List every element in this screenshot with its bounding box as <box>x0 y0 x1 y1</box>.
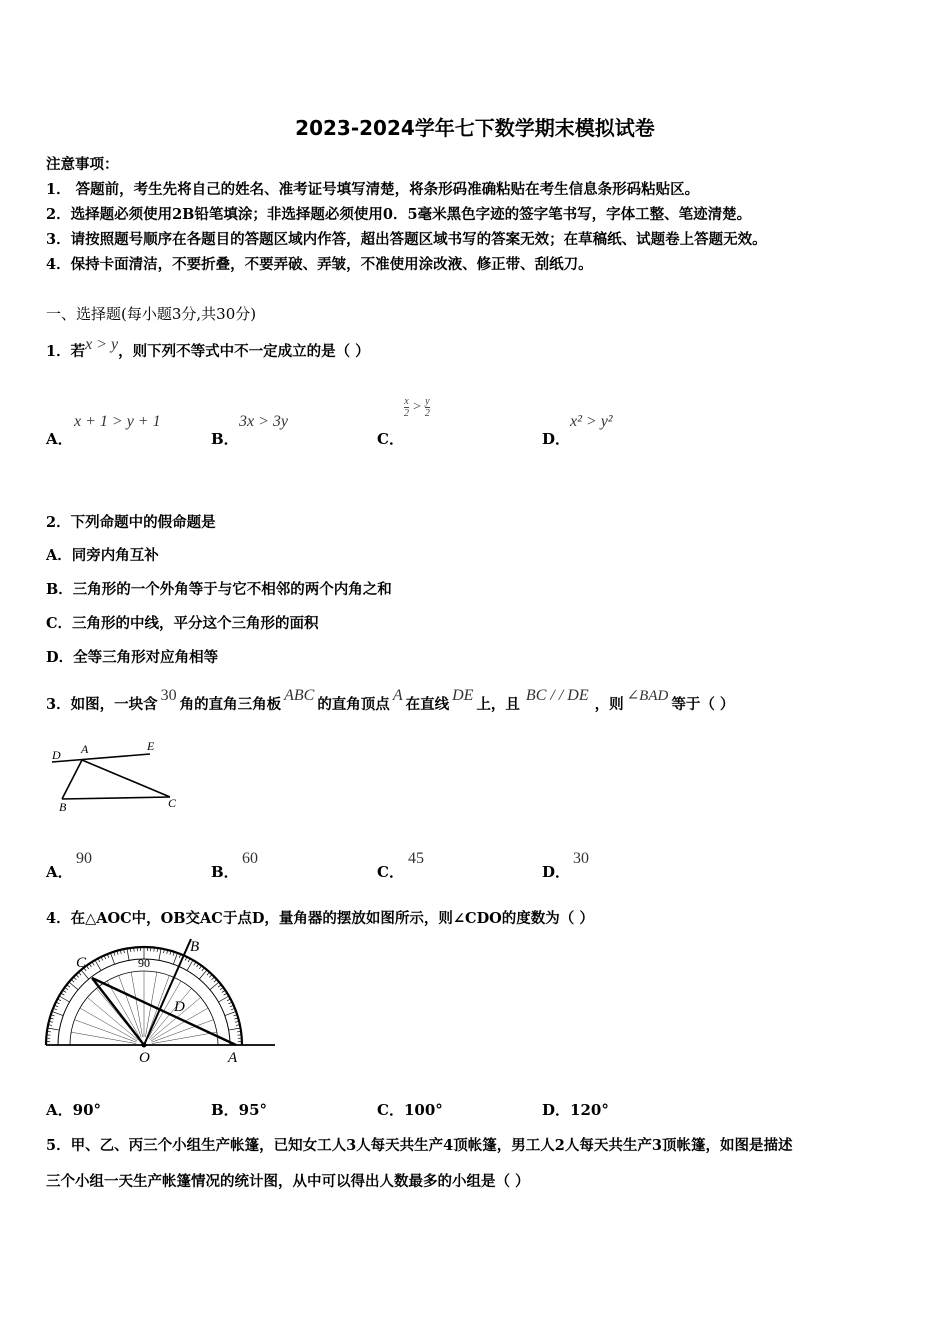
line-de <box>52 754 150 762</box>
question-5-line-1: 5．甲、乙、丙三个小组生产帐篷，已知女工人3人每天共生产4顶帐篷，男工人2人每天共生产3顶帐篷，如图是描述 <box>46 1137 793 1154</box>
q1-option-a-label: A． <box>46 430 73 448</box>
question-3-stem <box>46 684 735 713</box>
protractor-tick <box>69 982 78 990</box>
protractor-tick <box>52 1011 63 1015</box>
q1-math: x > y <box>85 336 119 353</box>
protractor-tick <box>47 1028 59 1030</box>
protractor-tick <box>110 953 114 964</box>
q3-math: DE <box>452 687 474 704</box>
protractor-tick <box>78 972 81 975</box>
protractor-tick <box>220 987 223 989</box>
protractor-tick <box>225 1011 236 1015</box>
protractor-tick <box>159 948 161 960</box>
protractor-spoke <box>131 972 142 1037</box>
notice-heading: 注意事项： <box>46 156 119 173</box>
protractor-tick <box>199 966 201 969</box>
fraction-denominator: 2 <box>424 408 430 419</box>
protractor-tick <box>173 953 177 964</box>
segment-ab <box>62 760 82 799</box>
protractor-spoke <box>71 1032 136 1043</box>
q3-math: 30 <box>160 687 177 704</box>
label-a: A <box>228 1050 238 1066</box>
notice-item: 3．请按照题号顺序在各题目的答题区域内作答，超出答题区域书写的答案无效；在草稿纸、试题卷上答题无效。 <box>46 231 767 248</box>
protractor-tick <box>67 985 70 987</box>
q3-math: ABC <box>284 687 315 704</box>
label-90: 90 <box>138 956 150 970</box>
notice-item: 4．保持卡面清洁，不要折叠，不要弄破、弄皱，不准使用涂改液、修正带、刮纸刀。 <box>46 256 593 273</box>
q3-text: 角的直角三角板 <box>179 696 282 713</box>
fraction-denominator: 2 <box>404 408 409 419</box>
q1-option-c-label: C． <box>377 430 404 448</box>
label-c: C <box>168 796 177 810</box>
segment-ac <box>82 760 170 797</box>
protractor-tick <box>218 985 221 987</box>
protractor-tick <box>212 977 215 980</box>
q3-text: 3．如图，一块含 <box>46 696 158 713</box>
segment-oc <box>92 978 144 1045</box>
q3-math: A <box>392 687 403 704</box>
protractor-tick <box>127 948 129 960</box>
q3-math: BC / / DE <box>525 687 589 704</box>
protractor-tick <box>229 1028 241 1030</box>
protractor-tick <box>199 970 207 979</box>
segment-ob <box>144 939 191 1045</box>
fraction-numerator: y <box>425 396 430 407</box>
page-title: 2023-2024学年七下数学期末模拟试卷 <box>295 116 655 140</box>
q3-option-a-value: 90 <box>76 850 92 867</box>
q1-option-d-label: D． <box>542 430 571 448</box>
q1-option-b-math: 3x > 3y <box>239 413 288 430</box>
protractor-spoke <box>107 981 140 1038</box>
q4-option: A．90° <box>46 1101 102 1119</box>
protractor-tick <box>214 979 217 982</box>
notice-item: 2．选择题必须使用2B铅笔填涂；非选择题必须使用0．5毫米黑色字迹的签字笔书写，字体工整、笔迹清楚。 <box>46 206 752 223</box>
protractor-tick <box>71 979 74 982</box>
protractor-tick <box>76 975 79 978</box>
q3-option-d-label: D． <box>542 863 571 881</box>
protractor-tick <box>210 982 219 990</box>
protractor-tick <box>74 977 77 980</box>
question-2-stem: 2．下列命题中的假命题是 <box>46 514 216 531</box>
label-a: A <box>81 742 89 756</box>
q3-text: 上，且 <box>476 696 520 713</box>
q3-triangle-figure <box>46 737 196 817</box>
q1-prefix: 1．若 <box>46 343 86 360</box>
q3-option-a-label: A． <box>46 863 73 881</box>
protractor-tick <box>86 966 88 969</box>
q2-option: A．同旁内角互补 <box>46 547 159 564</box>
q1-option-b-label: B． <box>211 430 239 448</box>
q2-option: D．全等三角形对应角相等 <box>46 649 219 666</box>
q3-option-c-label: C． <box>377 863 404 881</box>
q4-option: C．100° <box>377 1101 443 1119</box>
label-b: B <box>190 939 200 955</box>
protractor-tick <box>207 972 210 975</box>
protractor-tick <box>209 975 212 978</box>
notice-item: 1． 答题前，考生先将自己的姓名、准考证号填写清楚，将条形码准确粘贴在考生信息条形码粘贴区。 <box>46 181 700 198</box>
protractor-tick <box>95 960 101 970</box>
center-point-o <box>142 1043 147 1048</box>
section-heading: 一、选择题(每小题3分,共30分) <box>46 305 257 323</box>
q3-option-b-label: B． <box>211 863 239 881</box>
q4-option: D．120° <box>542 1101 609 1119</box>
q3-option-d-value: 30 <box>573 850 589 867</box>
protractor-tick <box>218 996 228 1002</box>
protractor-tick <box>65 987 68 989</box>
label-d: D <box>52 748 61 762</box>
segment-bc <box>62 797 170 799</box>
q3-text: 在直线 <box>405 696 450 713</box>
protractor-tick <box>81 970 89 979</box>
q3-text: ，则 <box>594 696 624 713</box>
q3-option-b-value: 60 <box>242 850 258 867</box>
q3-option-c-value: 45 <box>408 850 424 867</box>
label-d: D <box>174 999 185 1015</box>
protractor-tick <box>202 968 204 971</box>
question-4-stem: 4．在△AOC中，OB交AC于点D，量角器的摆放如图所示，则∠CDO的度数为（ ） <box>46 910 594 927</box>
q1-suffix: ，则下列不等式中不一定成立的是（ ） <box>118 343 370 360</box>
label-c: C <box>76 955 87 971</box>
q1-option-a-math: x + 1 > y + 1 <box>74 413 161 430</box>
q4-protractor-figure <box>40 933 280 1068</box>
protractor-tick <box>187 960 193 970</box>
question-5-line-2: 三个小组一天生产帐篷情况的统计图，从中可以得出人数最多的小组是（ ） <box>46 1173 530 1190</box>
protractor-tick <box>59 996 69 1002</box>
q3-text: 等于（ ） <box>671 696 735 713</box>
fraction-numerator: x <box>404 396 409 407</box>
segment-ca <box>92 978 236 1045</box>
label-o: O <box>139 1050 150 1066</box>
q3-text: 的直角顶点 <box>317 696 390 713</box>
q3-math: ∠BAD <box>626 688 669 704</box>
label-b: B <box>59 800 67 814</box>
q1-option-c-math: $\frac{x}{2}$ > $\frac{y}{2}$ <box>404 396 430 419</box>
q2-option: B．三角形的一个外角等于与它不相邻的两个内角之和 <box>46 581 392 598</box>
q2-option: C．三角形的中线，平分这个三角形的面积 <box>46 615 319 632</box>
protractor-spoke <box>152 1032 217 1043</box>
question-1-stem <box>46 336 370 361</box>
q1-option-d-math: x² > y² <box>570 413 613 430</box>
q4-option: B．95° <box>211 1101 268 1119</box>
label-e: E <box>147 739 155 753</box>
